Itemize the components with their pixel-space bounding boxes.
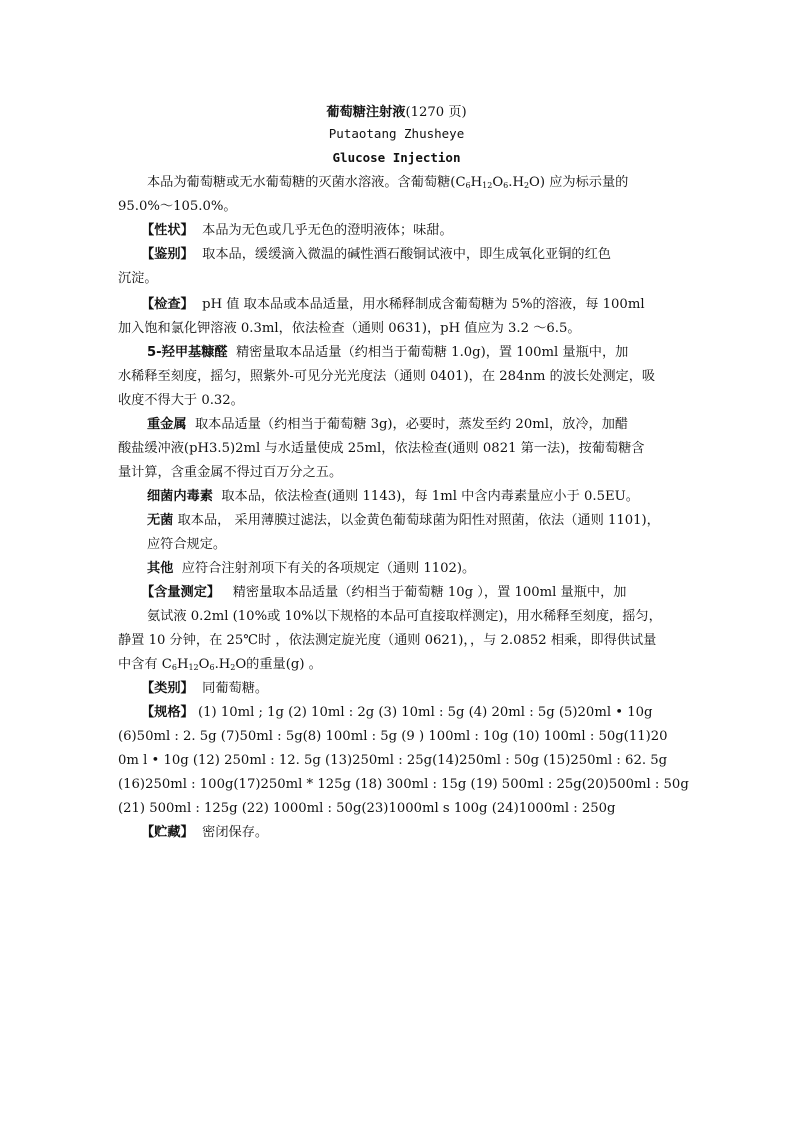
section-jianbie (141, 246, 611, 264)
title-pinyin: Putaotang Zhusheye (328, 126, 465, 141)
section-label: 5-羟甲基糠醛 (147, 345, 228, 360)
section-label: 【鉴别】 (141, 247, 194, 262)
section-label: 无菌 (147, 513, 174, 528)
section-text: 取本品，依法检查(通则 1143)，每 1ml 中含内毒素量应小于 0.5EU。 (221, 489, 639, 504)
section-sterile-cont: 应符合规定。 (147, 537, 227, 552)
section-storage (141, 824, 268, 842)
section-heavy-cont-1: 酸盐缓冲液(pH3.5)2ml 与水适量使成 25ml，依法检查(通则 0821 第一法)，按葡萄糖含 (118, 441, 645, 456)
intro-text-b: 应为标示量的 (545, 175, 629, 190)
section-spec (141, 704, 652, 722)
section-text: 取本品适量（约相当于葡萄糖 3g)，必要时，蒸发至约 20ml，放冷，加醋 (194, 417, 629, 432)
section-text: 本品为无色或几乎无色的澄明液体；味甜。 (202, 223, 453, 238)
section-spec-cont-3: (16)250ml : 100g(17)250ml * 125g (18) 300ml : 15g (19) 500ml : 25g(20)500ml : 50g (118, 777, 689, 792)
section-text: 取本品，缓缓滴入微温的碱性酒石酸铜试液中，即生成氧化亚铜的红色 (202, 247, 611, 262)
section-assay-cont-3: 中含有 $C_6H_{12}O_6.H_2O$的重量(g) 。 (118, 657, 322, 672)
intro-line-1: 本品为葡萄糖或无水葡萄糖的灭菌水溶液。含葡萄糖$(C_6H_{12}O_6.H_2O)$ 应为标示量的 (147, 175, 629, 190)
section-jiancha (141, 296, 645, 314)
section-hmf-cont-1: 水稀释至刻度，摇匀，照紫外-可见分光光度法（通则 0401)，在 284nm 的波长处测定，吸 (118, 369, 656, 384)
section-jianbie-cont: 沉淀。 (118, 271, 158, 286)
title-page-ref: (1270 页) (405, 105, 467, 120)
section-label: 其他 (147, 561, 174, 576)
section-category (141, 680, 268, 698)
section-hmf-cont-2: 收度不得大于 0.32。 (118, 393, 244, 408)
assay-text-a: 中含有 C (118, 657, 172, 672)
formula-sub: 12 (482, 181, 493, 190)
section-assay-cont-2: 静置 10 分钟，在 25℃时 ，依法测定旋光度（通则 0621)，，与 2.0852 相乘，即得供试量 (118, 633, 657, 648)
section-spec-cont-4: (21) 500ml : 125g (22) 1000ml : 50g(23)1000ml s 100g (24)1000ml : 250g (118, 801, 616, 816)
section-endotoxin (147, 488, 639, 506)
section-label: 重金属 (147, 417, 187, 432)
section-label: 【规格】 (141, 705, 194, 720)
section-assay-cont-1: 氨试液 0.2ml (10%或 10%以下规格的本品可直接取样测定)，用水稀释至刻度，摇匀， (147, 609, 662, 624)
intro-text-a: 本品为葡萄糖或无水葡萄糖的灭菌水溶液。含葡萄糖(C (147, 175, 466, 190)
section-jiancha-cont: 加入饱和氯化钾溶液 0.3ml，依法检查（通则 0631)，pH 值应为 3.2 ～6.5。 (118, 321, 581, 336)
section-label: 【检查】 (141, 297, 194, 312)
section-hmf (147, 344, 628, 362)
section-text: 精密量取本品适量（约相当于葡萄糖 10g ），置 100ml 量瓶中，加 (232, 585, 627, 600)
section-text: 同葡萄糖。 (202, 681, 269, 696)
formula-sub: 6 (209, 663, 215, 672)
formula-sub: 6 (171, 663, 177, 672)
section-heavy-cont-2: 量计算，含重金属不得过百万分之五。 (118, 465, 343, 480)
section-text: 应符合注射剂项下有关的各项规定（通则 1102)。 (181, 561, 476, 576)
section-label: 【性状】 (141, 223, 194, 238)
formula-sub: 12 (188, 663, 199, 672)
intro-line-2: 95.0%～105.0%。 (118, 199, 237, 214)
section-label: 【类别】 (141, 681, 194, 696)
section-text: (1) 10ml ; 1g (2) 10ml : 2g (3) 10ml : 5g (4) 20ml : 5g (5)20ml • 10g (197, 705, 653, 720)
section-sterile (147, 512, 660, 530)
section-other (147, 560, 475, 578)
title-cn: 葡萄糖注射液 (326, 105, 406, 120)
section-text: 精密量取本品适量（约相当于葡萄糖 1.0g)，置 100ml 量瓶中，加 (235, 345, 629, 360)
formula-sub: 2 (230, 663, 236, 672)
title-en: Glucose Injection (332, 150, 461, 165)
section-assay (141, 584, 627, 602)
formula-sub: 6 (503, 181, 509, 190)
formula-sub: 2 (523, 181, 530, 190)
section-label: 【含量测定】 (141, 585, 221, 600)
section-label: 细菌内毒素 (147, 489, 213, 504)
section-text: pH 值 取本品或本品适量，用水稀释制成含葡萄糖为 5%的溶液，每 100ml (202, 297, 645, 312)
section-text: 取本品， 采用薄膜过滤法，以金黄色葡萄球菌为阳性对照菌，依法（通则 1101)， (177, 513, 660, 528)
title-cn-line (0, 101, 793, 120)
section-xingzhuang (141, 222, 453, 240)
section-text: 密闭保存。 (202, 825, 269, 840)
section-label: 【贮藏】 (141, 825, 194, 840)
section-spec-cont-1: (6)50ml : 2. 5g (7)50ml : 5g(8) 100ml : 5g (9 ) 100ml : 10g (10) 100ml : 50g(11)20 (118, 729, 668, 744)
formula-sub: 6 (465, 181, 471, 190)
section-heavy-metal (147, 416, 628, 434)
section-spec-cont-2: 0m l • 10g (12) 250ml : 12. 5g (13)250ml : 25g(14)250ml : 50g (15)250ml : 62. 5g (118, 753, 668, 768)
assay-text-b: 的重量(g) 。 (246, 657, 322, 672)
